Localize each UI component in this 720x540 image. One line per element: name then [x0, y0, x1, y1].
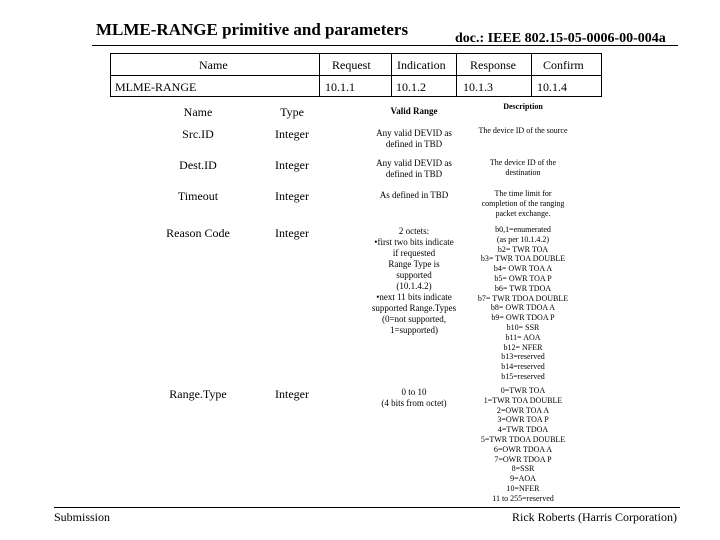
primitive-header-confirm: Confirm	[543, 58, 584, 72]
param-desc-src-id: The device ID of the source	[478, 126, 568, 135]
primitive-request-ref: 10.1.1	[325, 80, 355, 94]
primitive-header-response: Response	[470, 58, 516, 72]
param-type-range-type: Integer	[275, 387, 309, 401]
param-desc-dest-id: The device ID of the destination	[489, 158, 557, 177]
primitive-response-ref: 10.1.3	[463, 80, 493, 94]
param-name-src-id: Src.ID	[182, 127, 214, 141]
param-range-timeout: As defined in TBD	[379, 190, 449, 200]
primitive-header-request: Request	[332, 58, 371, 72]
param-header-type: Type	[280, 105, 304, 119]
param-range-reason-code: 2 octets: •first two bits indicate if requested Range Type is supported (10.1.4.2) •next 11 bits indicate supported Range.Types (0=not supported, 1=supported)	[371, 226, 457, 335]
primitive-header-name: Name	[199, 58, 228, 72]
param-type-timeout: Integer	[275, 189, 309, 203]
param-desc-reason-code: b0,1=enumerated (as per 10.1.4.2) b2= TWR TOA b3= TWR TOA DOUBLE b4= OWR TOA A b5= OWR TOA P b6= TWR TDOA b7= TWR TDOA DOUBLE b8= OWR TDOA A b9= OWR TDOA P b10= SSR b11= AOA b12= NFER b13=reserved b14=reserved b15=reserved	[477, 225, 569, 381]
param-header-name: Name	[183, 105, 213, 119]
param-desc-range-type: 0=TWR TOA 1=TWR TOA DOUBLE 2=OWR TOA A 3=OWR TOA P 4=TWR TDOA 5=TWR TDOA DOUBLE 6=OWR TDOA A 7=OWR TDOA P 8=SSR 9=AOA 10=NFER 11 to 255=reserved	[480, 386, 566, 503]
footer-rule	[54, 507, 680, 508]
param-type-src-id: Integer	[275, 127, 309, 141]
param-range-dest-id: Any valid DEVID as defined in TBD	[376, 158, 452, 179]
param-type-reason-code: Integer	[275, 226, 309, 240]
footer-author: Rick Roberts (Harris Corporation)	[512, 510, 677, 524]
slide-title: MLME-RANGE primitive and parameters	[96, 20, 409, 39]
param-name-range-type: Range.Type	[169, 387, 227, 401]
param-range-src-id: Any valid DEVID as defined in TBD	[376, 128, 452, 149]
param-header-range: Valid Range	[390, 106, 438, 116]
param-header-description: Description	[503, 102, 543, 111]
param-name-reason-code: Reason Code	[166, 226, 230, 240]
param-range-range-type: 0 to 10 (4 bits from octet)	[381, 387, 447, 408]
param-desc-timeout: The time limit for completion of the ranging packet exchange.	[481, 189, 565, 218]
document-reference: doc.: IEEE 802.15-05-0006-00-004a	[455, 31, 666, 46]
param-type-dest-id: Integer	[275, 158, 309, 172]
param-name-dest-id: Dest.ID	[179, 158, 217, 172]
primitive-header-indication: Indication	[397, 58, 446, 72]
primitive-name-value: MLME-RANGE	[115, 80, 197, 94]
primitive-confirm-ref: 10.1.4	[537, 80, 567, 94]
param-name-timeout: Timeout	[177, 189, 219, 203]
primitive-indication-ref: 10.1.2	[396, 80, 426, 94]
footer-submission: Submission	[54, 510, 111, 524]
